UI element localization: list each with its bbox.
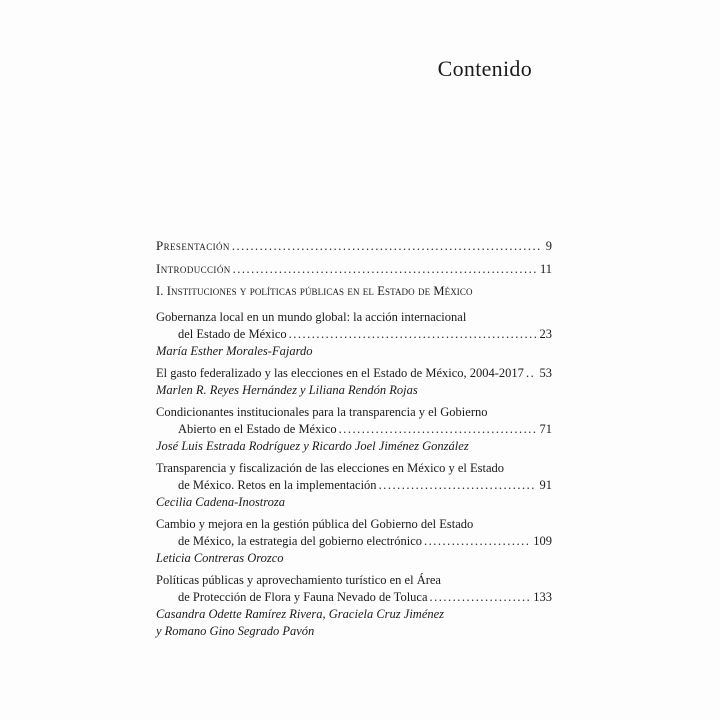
toc-entry	[156, 365, 552, 399]
dot-leader	[289, 326, 536, 343]
page-number: 11	[539, 262, 552, 276]
toc-entry-title: de México, la estrategia del gobierno electrónico	[178, 534, 422, 548]
toc-entry-title: del Estado de México	[178, 327, 287, 341]
author-line: José Luis Estrada Rodríguez y Ricardo Joel Jiménez González	[156, 439, 469, 453]
author-line: María Esther Morales-Fajardo	[156, 344, 313, 358]
author-line: Cecilia Cadena-Inostroza	[156, 495, 286, 509]
toc-line	[156, 533, 552, 550]
toc-entry-title: Políticas públicas y aprovechamiento turístico en el Área	[156, 573, 441, 587]
page-number: 109	[533, 534, 552, 548]
toc-line	[156, 237, 552, 255]
toc-line	[156, 365, 552, 382]
toc-line	[156, 421, 552, 438]
toc-entry-title: de Protección de Flora y Fauna Nevado de Toluca	[178, 590, 428, 604]
toc-line	[156, 309, 552, 326]
toc-entry	[156, 404, 552, 455]
toc-entry	[156, 283, 552, 300]
toc-line	[156, 460, 552, 477]
dot-leader	[233, 261, 536, 278]
page-number: 53	[539, 366, 552, 380]
toc-line	[156, 516, 552, 533]
toc-entry-title: Condicionantes institucionales para la transparencia y el Gobierno	[156, 405, 488, 419]
toc-entry-title: Cambio y mejora en la gestión pública del Gobierno del Estado	[156, 517, 474, 531]
page-number: 23	[539, 327, 552, 341]
dot-leader	[379, 477, 536, 494]
toc-entry	[156, 516, 552, 567]
toc-line	[156, 404, 552, 421]
dot-leader	[339, 421, 536, 438]
author-line: Marlen R. Reyes Hernández y Liliana Rendón Rojas	[156, 383, 418, 397]
toc-line	[156, 326, 552, 343]
toc-line	[156, 260, 552, 278]
toc-list	[156, 237, 552, 645]
page-number: 133	[533, 590, 552, 604]
page-title: Contenido	[437, 56, 532, 81]
toc-heading-text: Presentación	[156, 238, 230, 253]
toc-entry-title: Transparencia y fiscalización de las elecciones en México y el Estado	[156, 461, 505, 475]
toc-line	[156, 589, 552, 606]
author-line: y Romano Gino Segrado Pavón	[156, 624, 315, 638]
page-number: 9	[545, 239, 552, 253]
toc-line	[156, 283, 552, 300]
page-number: 91	[539, 478, 552, 492]
toc-entry	[156, 572, 552, 640]
toc-entry	[156, 309, 552, 360]
toc-entry-title: Abierto en el Estado de México	[178, 422, 337, 436]
dot-leader	[424, 533, 529, 550]
dot-leader	[430, 589, 530, 606]
toc-entry-title: El gasto federalizado y las elecciones en el Estado de México, 2004-2017	[156, 366, 524, 380]
page-number: 71	[539, 422, 552, 436]
toc-entry	[156, 260, 552, 278]
toc-entry-title: Gobernanza local en un mundo global: la acción internacional	[156, 310, 467, 324]
dot-leader	[232, 238, 542, 255]
toc-line	[156, 477, 552, 494]
toc-heading-text: Introducción	[156, 261, 231, 276]
toc-heading-text: I. Instituciones y políticas públicas en el Estado de México	[156, 284, 473, 298]
toc-entry	[156, 460, 552, 511]
toc-entry	[156, 237, 552, 255]
toc-line	[156, 572, 552, 589]
dot-leader	[526, 365, 536, 382]
author-line: Casandra Odette Ramírez Rivera, Graciela Cruz Jiménez	[156, 607, 445, 621]
author-line: Leticia Contreras Orozco	[156, 551, 284, 565]
toc-entry-title: de México. Retos en la implementación	[178, 478, 377, 492]
